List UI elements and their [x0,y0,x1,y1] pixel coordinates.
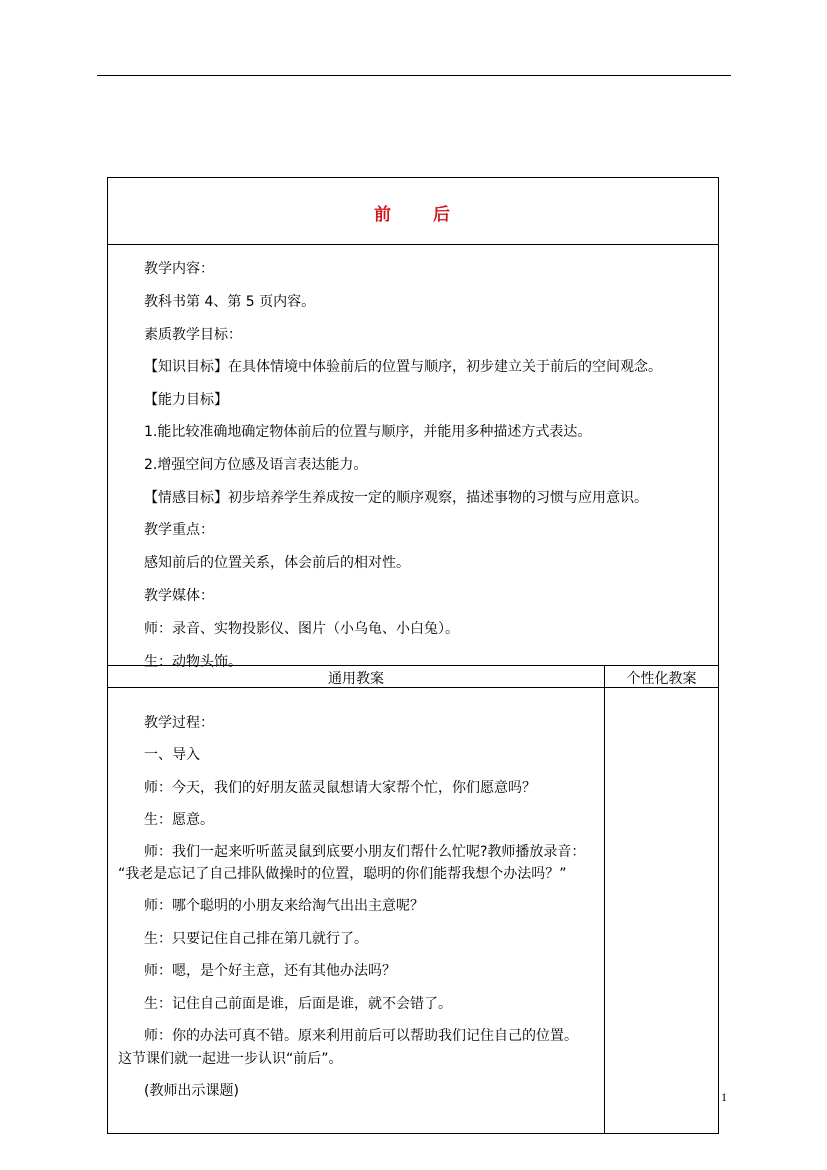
title-char-1: 前 [374,205,393,225]
intro-line: 素质教学目标： [144,327,242,343]
column-header-general: 通用教案 [328,671,384,687]
process-line: 师：哪个聪明的小朋友来给淘气出出主意呢？ [144,898,424,914]
process-line: 生：愿意。 [144,812,214,828]
intro-line: 教学重点： [144,522,214,538]
process-line: 师：你的办法可真不错。原来利用前后可以帮助我们记住自己的位置。 [144,1028,578,1044]
title-char-2: 后 [433,205,452,225]
intro-line: 【情感目标】初步培养学生养成按一定的顺序观察，描述事物的习惯与应用意识。 [144,490,648,506]
process-line: 这节课们就一起进一步认识“前后”。 [118,1051,343,1067]
intro-line: 【能力目标】 [144,392,228,408]
page-number: 1 [721,1090,727,1104]
intro-line: 感知前后的位置关系，体会前后的相对性。 [144,555,410,571]
intro-line: 2.增强空间方位感及语言表达能力。 [144,457,368,473]
process-line: 一、导入 [144,747,200,763]
process-line: 师：嗯，是个好主意，还有其他办法吗？ [144,963,396,979]
intro-line: 教科书第 4、第 5 页内容。 [144,294,316,310]
process-line: 师：今天，我们的好朋友蓝灵鼠想请大家帮个忙，你们愿意吗？ [144,780,536,796]
process-line: 教学过程： [144,715,214,731]
process-line: “我老是忘记了自己排队做操时的位置，聪明的你们能帮我想个办法吗？” [118,866,567,882]
page-title [108,200,718,225]
intro-line: 生：动物头饰。 [144,654,242,670]
intro-line: 教学内容： [144,261,214,277]
title-row [108,178,718,245]
intro-line: 教学媒体： [144,588,214,604]
column-divider [604,665,605,1133]
intro-line: 1.能比较准确地确定物体前后的位置与顺序，并能用多种描述方式表达。 [144,424,592,440]
teaching-process-section [108,688,604,1133]
intro-section [108,244,718,670]
process-line: 生：记住自己前面是谁，后面是谁，就不会错了。 [144,996,452,1012]
intro-line: 师：录音、实物投影仪、图片（小乌龟、小白兔）。 [144,621,459,637]
column-header-row [108,665,718,688]
process-line: (教师出示课题) [144,1083,239,1099]
column-header-personal: 个性化教案 [626,671,697,687]
lesson-plan-table [107,177,719,1134]
process-line: 师：我们一起来听听蓝灵鼠到底要小朋友们帮什么忙呢?教师播放录音： [144,844,586,860]
intro-line: 【知识目标】在具体情境中体验前后的位置与顺序，初步建立关于前后的空间观念。 [144,359,662,375]
header-rule [97,75,731,76]
process-line: 生：只要记住自己排在第几就行了。 [144,931,368,947]
